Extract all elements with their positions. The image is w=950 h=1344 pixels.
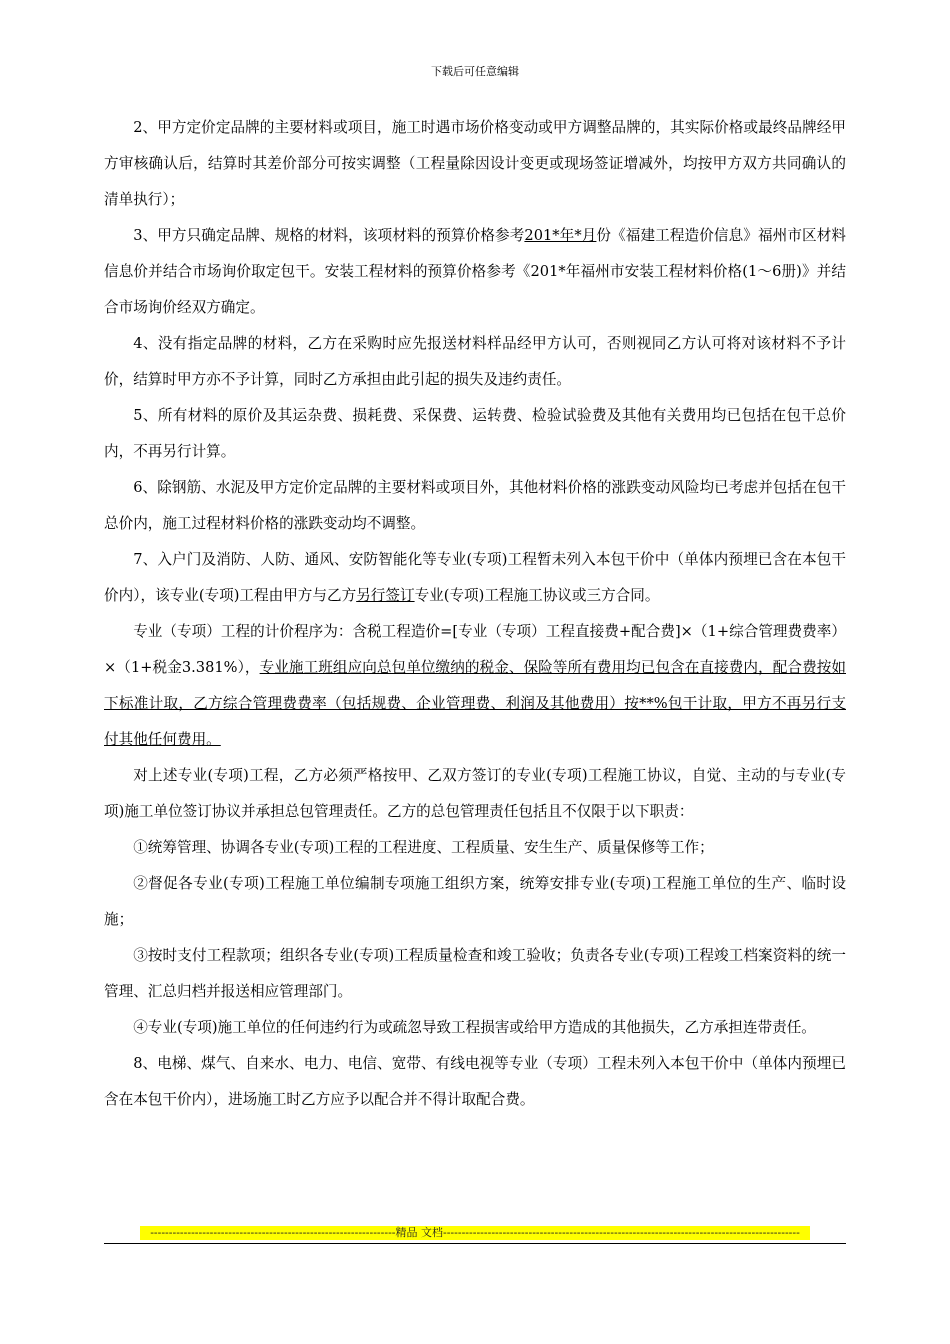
paragraph-3-text-c: 份《福建工程造价信息》福州市区材料信息价并结合市场询价取定包干。安装工程材料的预算价格参考《201*年福州市安装工程材料价格(1～6册)》并结合市场询价经双方确定。 [104, 227, 846, 316]
footer-dashes-right: ------------------------------------------------------------------------------------------------ [443, 1226, 800, 1239]
paragraph-3-date-underlined: 201*年*月 [524, 227, 597, 244]
paragraph-5: 5、所有材料的原价及其运杂费、损耗费、采保费、运转费、检验试验费及其他有关费用均已包括在包干总价内，不再另行计算。 [104, 407, 846, 460]
paragraph-6: 6、除钢筋、水泥及甲方定价定品牌的主要材料或项目外，其他材料价格的涨跌变动风险均已考虑并包括在包干总价内，施工过程材料价格的涨跌变动均不调整。 [104, 479, 846, 532]
pricing-procedure-underlined: 专业施工班组应向总包单位缴纳的税金、保险等所有费用均已包含在直接费内，配合费按如下标准计取，乙方综合管理费费率（包括规费、企业管理费、利润及其他费用）按**%包干计取，甲方不再另行支付其他任何费用。 [104, 659, 846, 748]
management-responsibility-paragraph: 对上述专业(专项)工程，乙方必须严格按甲、乙双方签订的专业(专项)工程施工协议，自觉、主动的与专业(专项)施工单位签订协议并承担总包管理责任。乙方的总包管理责任包括且不仅限于以下职责： [104, 767, 846, 820]
footer-banner [140, 1226, 810, 1240]
pricing-procedure-text: 专业（专项）工程的计价程序为：含税工程造价=[专业（专项）工程直接费+配合费]×（1+综合管理费费率）×（1+税金3.381%）， [104, 623, 846, 676]
paragraph-7-text-a: 7、入户门及消防、人防、通风、安防智能化等专业(专项)工程暂未列入本包干价中（单体内预埋已含在本包干价内），该专业(专项)工程由甲方与乙方 [104, 551, 846, 604]
page-header: 下载后可任意编辑 [431, 65, 519, 78]
document-body [104, 110, 846, 1118]
paragraph-7 [104, 542, 846, 614]
duty-item-4: ④专业(专项)施工单位的任何违约行为或疏忽导致工程损害或给甲方造成的其他损失，乙方承担连带责任。 [133, 1019, 816, 1036]
pricing-procedure-paragraph [104, 614, 846, 758]
paragraph-7-underlined: 另行签订 [356, 587, 415, 604]
paragraph-7-text-c: 专业(专项)工程施工协议或三方合同。 [414, 587, 660, 604]
paragraph-2: 2、甲方定价定品牌的主要材料或项目，施工时遇市场价格变动或甲方调整品牌的，其实际价格或最终品牌经甲方审核确认后，结算时其差价部分可按实调整（工程量除因设计变更或现场签证增减外，均按甲方双方共同确认的清单执行）； [104, 119, 846, 208]
duty-item-3: ③按时支付工程款项；组织各专业(专项)工程质量检查和竣工验收；负责各专业(专项)工程竣工档案资料的统一管理、汇总归档并报送相应管理部门。 [104, 947, 846, 1000]
paragraph-3 [104, 218, 846, 326]
paragraph-3-text-a: 3、甲方只确定品牌、规格的材料，该项材料的预算价格参考 [133, 227, 525, 244]
footer-dashes-left: ------------------------------------------------------------------ [150, 1226, 396, 1239]
paragraph-8: 8、电梯、煤气、自来水、电力、电信、宽带、有线电视等专业（专项）工程未列入本包干价中（单体内预埋已含在本包干价内），进场施工时乙方应予以配合并不得计取配合费。 [104, 1055, 846, 1108]
footer-divider [104, 1243, 846, 1244]
duty-item-1: ①统筹管理、协调各专业(专项)工程的工程进度、工程质量、安生生产、质量保修等工作； [133, 839, 714, 856]
paragraph-4: 4、没有指定品牌的材料，乙方在采购时应先报送材料样品经甲方认可，否则视同乙方认可将对该材料不予计价，结算时甲方亦不予计算，同时乙方承担由此引起的损失及违约责任。 [104, 335, 846, 388]
footer-label: 精品 文档 [395, 1226, 443, 1239]
duty-item-2: ②督促各专业(专项)工程施工单位编制专项施工组织方案，统筹安排专业(专项)工程施工单位的生产、临时设施； [104, 875, 846, 928]
